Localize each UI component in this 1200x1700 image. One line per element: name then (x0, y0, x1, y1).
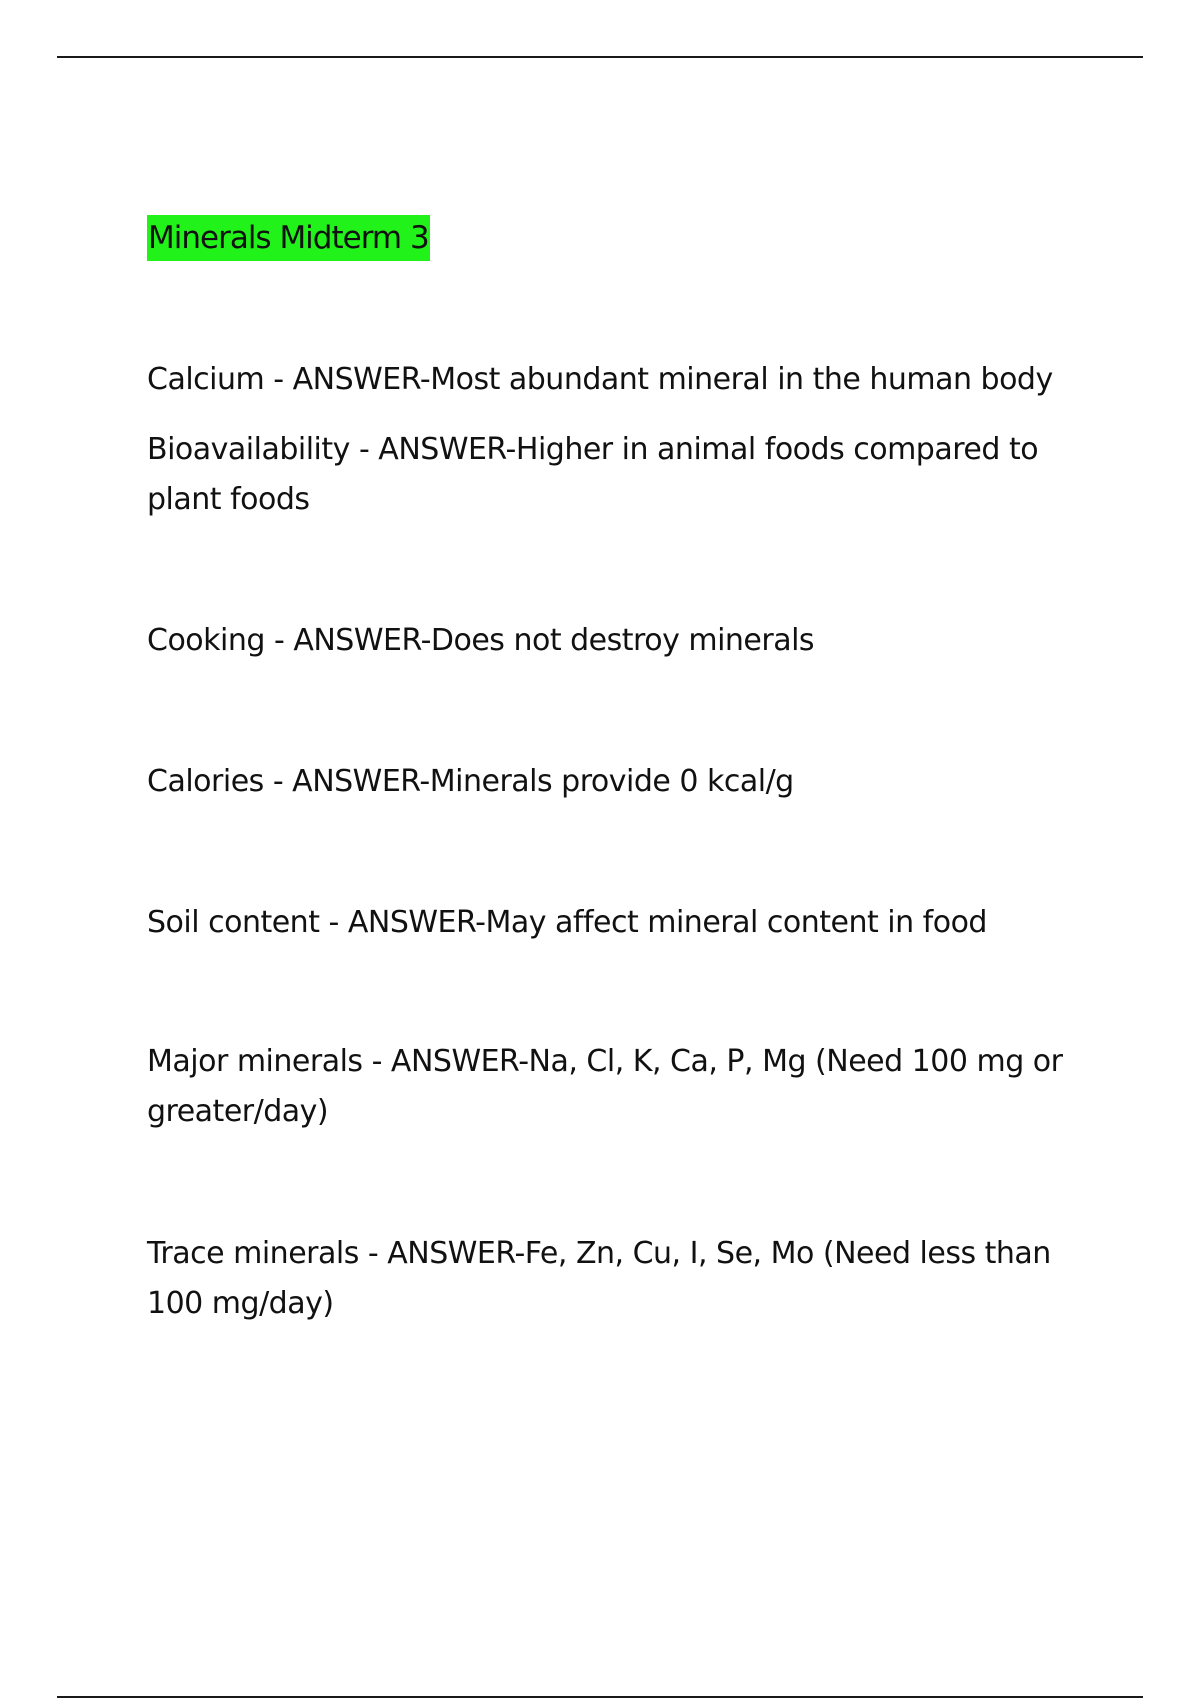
footer-rule (57, 1696, 1143, 1698)
qa-entry-major-minerals: Major minerals - ANSWER-Na, Cl, K, Ca, P, Mg (Need 100 mg or greater/day) (147, 1044, 1063, 1129)
page-title: Minerals Midterm 3 (147, 215, 430, 261)
qa-entry-trace-minerals: Trace minerals - ANSWER-Fe, Zn, Cu, I, Se, Mo (Need less than 100 mg/day) (147, 1236, 1051, 1321)
qa-entry-calcium: Calcium - ANSWER-Most abundant mineral in the human body (147, 362, 1053, 397)
qa-entry-cooking: Cooking - ANSWER-Does not destroy minerals (147, 623, 815, 658)
qa-entry-calories: Calories - ANSWER-Minerals provide 0 kcal/g (147, 764, 794, 799)
header-rule (57, 56, 1143, 58)
qa-entry-bioavailability: Bioavailability - ANSWER-Higher in animal foods compared to plant foods (147, 432, 1039, 517)
qa-entry-soil-content: Soil content - ANSWER-May affect mineral content in food (147, 905, 987, 940)
